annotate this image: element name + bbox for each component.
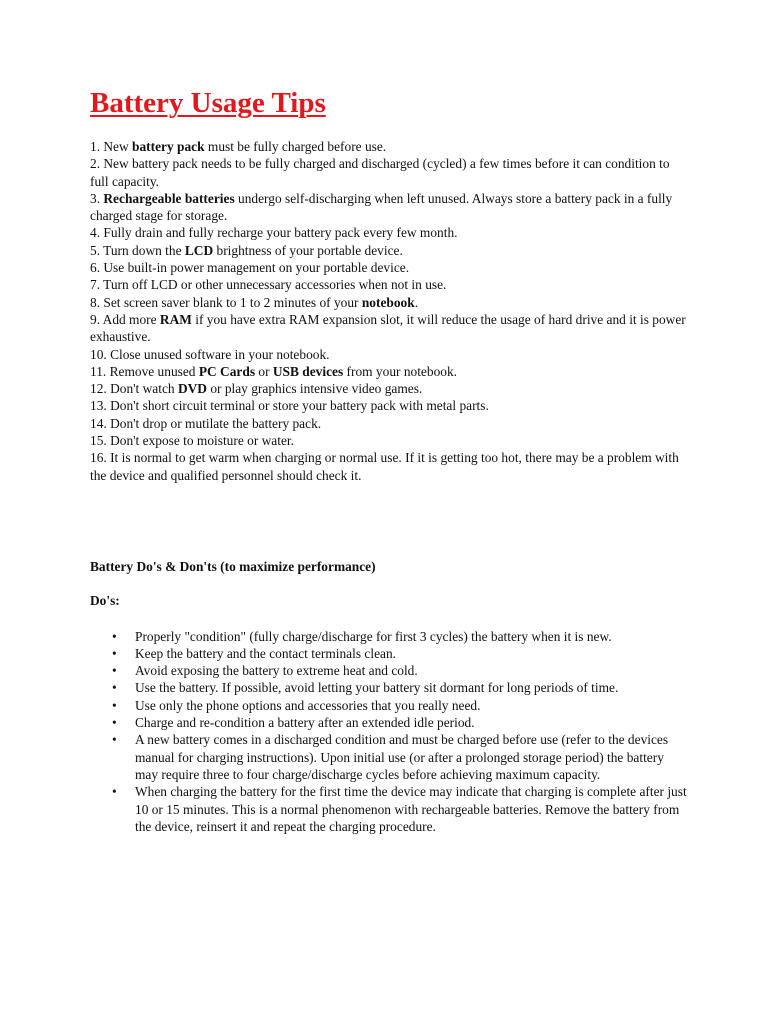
tip-bold-term: battery pack xyxy=(132,139,205,154)
dos-item-text: When charging the battery for the first time the device may indicate that charging is complete after just 10 or 15 minutes. This is a normal phenomenon with rechargeable batteries. Remove the battery from the device, reinsert it and repeat the charging procedure. xyxy=(135,784,687,834)
tip-text: 6. Use built-in power management on your portable device. xyxy=(90,260,410,276)
tip-text: 15. Don't expose to moisture or water. xyxy=(90,433,294,449)
document-page xyxy=(90,86,690,835)
dos-list-item xyxy=(90,679,690,696)
tip-item xyxy=(90,380,690,397)
tip-text: undergo self-discharging when left unused. Always store a battery pack in a fully charged stage for storage. xyxy=(90,190,673,224)
tip-item xyxy=(90,432,690,449)
tip-text: if you have extra RAM expansion slot, it will reduce the usage of hard drive and it is power exhaustive. xyxy=(90,311,686,345)
tip-item xyxy=(90,242,690,259)
tip-text: 13. Don't short circuit terminal or store your battery pack with metal parts. xyxy=(90,398,489,414)
tip-bold-term: PC Cards xyxy=(198,363,256,379)
tip-text: 11. Remove unused xyxy=(90,363,199,379)
tip-text: from your notebook. xyxy=(343,363,458,379)
bullet-icon: • xyxy=(112,697,117,713)
tip-text: 4. Fully drain and fully recharge your battery pack every few month. xyxy=(90,225,458,241)
tip-item xyxy=(90,190,690,225)
tip-text: or play graphics intensive video games. xyxy=(206,381,423,397)
dos-item-text: A new battery comes in a discharged condition and must be charged before use (refer to the devices manual for charging instructions). Upon initial use (or after a prolonged storage period) the battery may require three to four charge/discharge cycles before achieving maximum capacity. xyxy=(135,732,669,782)
bullet-icon: • xyxy=(112,732,117,748)
dos-list-item xyxy=(90,662,690,679)
dos-item-text: Avoid exposing the battery to extreme heat and cold. xyxy=(135,663,418,679)
tip-item xyxy=(90,311,690,346)
bullet-icon: • xyxy=(112,715,117,731)
tip-text: 10. Close unused software in your notebook. xyxy=(90,346,330,362)
section-heading: Battery Do's & Don'ts (to maximize performance) xyxy=(90,558,376,574)
tips-list xyxy=(90,138,690,484)
tip-item xyxy=(90,276,690,293)
dos-list-item xyxy=(90,628,690,645)
bullet-icon: • xyxy=(112,645,117,661)
tip-text: . xyxy=(414,294,419,310)
tip-text: 12. Don't watch xyxy=(90,381,178,397)
dos-item-text: Keep the battery and the contact terminals clean. xyxy=(135,645,396,661)
tip-bold-term: notebook xyxy=(361,294,415,310)
dos-heading: Do's: xyxy=(90,593,120,609)
dos-list-item xyxy=(90,731,690,783)
dos-item-text: Charge and re-condition a battery after an extended idle period. xyxy=(135,715,475,731)
tip-text: must be fully charged before use. xyxy=(204,139,387,154)
tip-bold-term: USB devices xyxy=(272,363,344,379)
tip-item xyxy=(90,397,690,414)
dos-list-item xyxy=(90,697,690,714)
bullet-icon: • xyxy=(112,680,117,696)
tip-text: brightness of your portable device. xyxy=(213,242,403,258)
tip-item xyxy=(90,294,690,311)
dos-list-item xyxy=(90,714,690,731)
document-title: Battery Usage Tips xyxy=(90,87,326,119)
dos-item-text: Properly "condition" (fully charge/discharge for first 3 cycles) the battery when it is new. xyxy=(135,628,612,644)
bullet-icon: • xyxy=(112,784,117,800)
tip-item xyxy=(90,138,690,155)
tip-text: 1. New xyxy=(90,139,133,154)
bullet-icon: • xyxy=(112,628,117,644)
tip-item xyxy=(90,415,690,432)
dos-list-item xyxy=(90,783,690,835)
tip-item xyxy=(90,449,690,484)
dos-item-text: Use the battery. If possible, avoid letting your battery sit dormant for long periods of time. xyxy=(135,680,619,696)
tip-text: 5. Turn down the xyxy=(90,242,185,258)
tip-item xyxy=(90,346,690,363)
tip-item xyxy=(90,224,690,241)
bullet-icon: • xyxy=(112,663,117,679)
tip-bold-term: Rechargeable batteries xyxy=(103,190,235,206)
tip-text: 14. Don't drop or mutilate the battery pack. xyxy=(90,415,322,431)
tip-item xyxy=(90,259,690,276)
tip-item xyxy=(90,363,690,380)
tip-bold-term: RAM xyxy=(159,311,192,327)
dos-list-item xyxy=(90,645,690,662)
dos-list xyxy=(90,628,690,836)
dos-item-text: Use only the phone options and accessories that you really need. xyxy=(135,697,481,713)
tip-text: 8. Set screen saver blank to 1 to 2 minutes of your xyxy=(90,294,362,310)
tip-text: 2. New battery pack needs to be fully charged and discharged (cycled) a few times before it can condition to full capacity. xyxy=(90,156,670,189)
tip-text: 3. xyxy=(90,190,104,206)
tip-bold-term: LCD xyxy=(184,242,214,258)
tip-text: 9. Add more xyxy=(90,311,160,327)
tip-text: 16. It is normal to get warm when charging or normal use. If it is getting too hot, there may be a problem with the device and qualified personnel should check it. xyxy=(90,450,679,483)
tip-item xyxy=(90,155,690,190)
tip-text: 7. Turn off LCD or other unnecessary accessories when not in use. xyxy=(90,277,447,293)
tip-text: or xyxy=(255,363,273,379)
tip-bold-term: DVD xyxy=(177,381,207,397)
